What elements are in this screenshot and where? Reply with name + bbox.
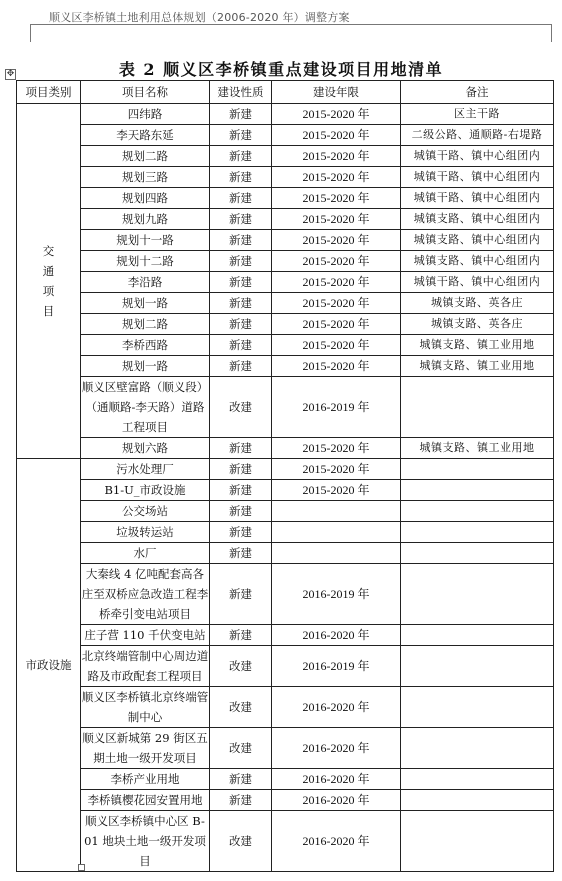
table-row [17,356,554,377]
construction-nature-cell: 新建 [210,209,272,230]
construction-years-cell: 2016-2020 年 [272,790,401,811]
construction-nature-cell: 新建 [210,146,272,167]
project-name-cell: 公交场站 [81,501,210,522]
construction-years-cell: 2015-2020 年 [272,314,401,335]
project-name-cell: 李桥产业用地 [81,769,210,790]
construction-years-cell: 2016-2020 年 [272,811,401,872]
construction-nature-cell: 新建 [210,356,272,377]
project-name-cell: 大秦线 4 亿吨配套高各庄至双桥应急改造工程李桥牵引变电站项目 [81,564,210,625]
construction-nature-cell: 改建 [210,687,272,728]
construction-years-cell: 2015-2020 年 [272,125,401,146]
remark-cell: 城镇支路、镇中心组团内 [401,230,554,251]
construction-nature-cell: 新建 [210,543,272,564]
category-cell-transport [17,104,81,459]
table-row [17,769,554,790]
construction-nature-cell: 新建 [210,125,272,146]
table-row [17,811,554,872]
project-name-cell: 规划十一路 [81,230,210,251]
remark-cell [401,377,554,438]
table-row [17,335,554,356]
construction-nature-cell: 新建 [210,438,272,459]
project-name-cell: 庄子营 110 千伏变电站 [81,625,210,646]
header-rule-left [30,24,31,42]
construction-years-cell: 2016-2020 年 [272,625,401,646]
remark-cell [401,811,554,872]
table-row [17,251,554,272]
project-name-cell: 水厂 [81,543,210,564]
remark-cell: 区主干路 [401,104,554,125]
column-header-note: 备注 [401,81,554,104]
project-name-cell: 规划二路 [81,314,210,335]
project-name-cell: 垃圾转运站 [81,522,210,543]
remark-cell: 城镇支路、镇工业用地 [401,438,554,459]
project-name-cell: 李天路东延 [81,125,210,146]
construction-years-cell: 2015-2020 年 [272,188,401,209]
construction-years-cell: 2016-2020 年 [272,769,401,790]
table-title: 表 2 顺义区李桥镇重点建设项目用地清单 [118,60,444,79]
remark-cell [401,625,554,646]
construction-years-cell: 2015-2020 年 [272,146,401,167]
construction-nature-cell: 新建 [210,314,272,335]
construction-years-cell: 2015-2020 年 [272,251,401,272]
table-row [17,314,554,335]
construction-years-cell: 2016-2019 年 [272,377,401,438]
document-running-header: 顺义区李桥镇土地利用总体规划（2006-2020 年）调整方案 [49,11,350,24]
construction-years-cell: 2016-2019 年 [272,564,401,625]
construction-nature-cell: 新建 [210,104,272,125]
construction-years-cell [272,522,401,543]
construction-years-cell: 2015-2020 年 [272,167,401,188]
project-name-cell: 规划一路 [81,293,210,314]
remark-cell [401,543,554,564]
construction-years-cell: 2015-2020 年 [272,480,401,501]
remark-cell [401,790,554,811]
table-row [17,687,554,728]
header-rule-right [551,24,552,42]
project-name-cell: 顺义区新城第 29 街区五期土地一级开发项目 [81,728,210,769]
project-name-cell: 北京终端管制中心周边道路及市政配套工程项目 [81,646,210,687]
project-name-cell: 污水处理厂 [81,459,210,480]
project-name-cell: 李桥镇樱花园安置用地 [81,790,210,811]
remark-cell: 二级公路、通顺路-右堤路 [401,125,554,146]
remark-cell: 城镇支路、英各庄 [401,314,554,335]
construction-nature-cell: 改建 [210,377,272,438]
remark-cell [401,501,554,522]
construction-nature-cell: 新建 [210,167,272,188]
remark-cell [401,769,554,790]
project-name-cell: 顺义区壁富路（顺义段）（通顺路-李天路）道路工程项目 [81,377,210,438]
column-header-category: 项目类别 [17,81,81,104]
construction-nature-cell: 新建 [210,790,272,811]
header-rule [30,24,552,25]
table-move-handle-icon[interactable]: ✥ [6,69,15,79]
construction-years-cell: 2015-2020 年 [272,104,401,125]
remark-cell [401,687,554,728]
table-row [17,501,554,522]
table-row [17,377,554,438]
construction-years-cell: 2016-2019 年 [272,646,401,687]
remark-cell: 城镇干路、镇中心组团内 [401,188,554,209]
construction-nature-cell: 新建 [210,459,272,480]
construction-nature-cell: 改建 [210,646,272,687]
remark-cell [401,646,554,687]
table-row [17,146,554,167]
project-name-cell: 顺义区李桥镇北京终端管制中心 [81,687,210,728]
construction-nature-cell: 新建 [210,625,272,646]
construction-nature-cell: 新建 [210,272,272,293]
project-name-cell: 规划六路 [81,438,210,459]
table-row [17,209,554,230]
column-header-nature: 建设性质 [210,81,272,104]
construction-years-cell: 2015-2020 年 [272,209,401,230]
construction-years-cell: 2016-2020 年 [272,728,401,769]
remark-cell [401,564,554,625]
construction-nature-cell: 新建 [210,335,272,356]
construction-nature-cell: 新建 [210,480,272,501]
table-row [17,438,554,459]
remark-cell [401,728,554,769]
remark-cell: 城镇支路、英各庄 [401,293,554,314]
category-label: 市政设施 [25,658,72,672]
table-row [17,522,554,543]
remark-cell: 城镇干路、镇中心组团内 [401,272,554,293]
construction-years-cell: 2016-2020 年 [272,687,401,728]
construction-nature-cell: 新建 [210,501,272,522]
construction-nature-cell: 新建 [210,293,272,314]
project-name-cell: 李桥西路 [81,335,210,356]
column-header-years: 建设年限 [272,81,401,104]
construction-nature-cell: 改建 [210,728,272,769]
table-row [17,188,554,209]
remark-cell: 城镇支路、镇中心组团内 [401,209,554,230]
table-row [17,125,554,146]
remark-cell [401,459,554,480]
construction-nature-cell: 改建 [210,811,272,872]
table-row [17,480,554,501]
project-name-cell: 李沿路 [81,272,210,293]
construction-nature-cell: 新建 [210,522,272,543]
table-row [17,646,554,687]
table-row [17,564,554,625]
table-row [17,728,554,769]
remark-cell: 城镇支路、镇工业用地 [401,335,554,356]
construction-nature-cell: 新建 [210,251,272,272]
remark-cell [401,480,554,501]
construction-years-cell: 2015-2020 年 [272,293,401,314]
remark-cell: 城镇干路、镇中心组团内 [401,146,554,167]
construction-years-cell [272,543,401,564]
project-name-cell: B1-U_市政设施 [81,480,210,501]
remark-cell: 城镇支路、镇工业用地 [401,356,554,377]
project-name-cell: 规划一路 [81,356,210,377]
remark-cell: 城镇支路、镇中心组团内 [401,251,554,272]
project-name-cell: 规划三路 [81,167,210,188]
category-cell-municipal [17,459,81,872]
table-row [17,790,554,811]
construction-years-cell: 2015-2020 年 [272,272,401,293]
table-row [17,459,554,480]
construction-years-cell: 2015-2020 年 [272,230,401,251]
construction-years-cell [272,501,401,522]
construction-nature-cell: 新建 [210,769,272,790]
category-label: 交通项目 [42,244,55,318]
construction-years-cell: 2015-2020 年 [272,459,401,480]
table-row [17,272,554,293]
table-header-row [17,81,554,104]
construction-years-cell: 2015-2020 年 [272,356,401,377]
table-resize-handle-icon[interactable] [78,864,85,871]
table-row [17,167,554,188]
project-land-table [16,80,554,872]
construction-nature-cell: 新建 [210,230,272,251]
remark-cell [401,522,554,543]
table-row [17,230,554,251]
table-row [17,293,554,314]
project-name-cell: 规划十二路 [81,251,210,272]
project-name-cell: 四纬路 [81,104,210,125]
construction-nature-cell: 新建 [210,564,272,625]
project-name-cell: 规划九路 [81,209,210,230]
construction-years-cell: 2015-2020 年 [272,438,401,459]
project-name-cell: 规划二路 [81,146,210,167]
table-row [17,543,554,564]
project-name-cell: 规划四路 [81,188,210,209]
remark-cell: 城镇干路、镇中心组团内 [401,167,554,188]
table-row [17,104,554,125]
construction-years-cell: 2015-2020 年 [272,335,401,356]
table-row [17,625,554,646]
column-header-name: 项目名称 [81,81,210,104]
construction-nature-cell: 新建 [210,188,272,209]
project-name-cell: 顺义区李桥镇中心区 B-01 地块土地一级开发项目 [81,811,210,872]
